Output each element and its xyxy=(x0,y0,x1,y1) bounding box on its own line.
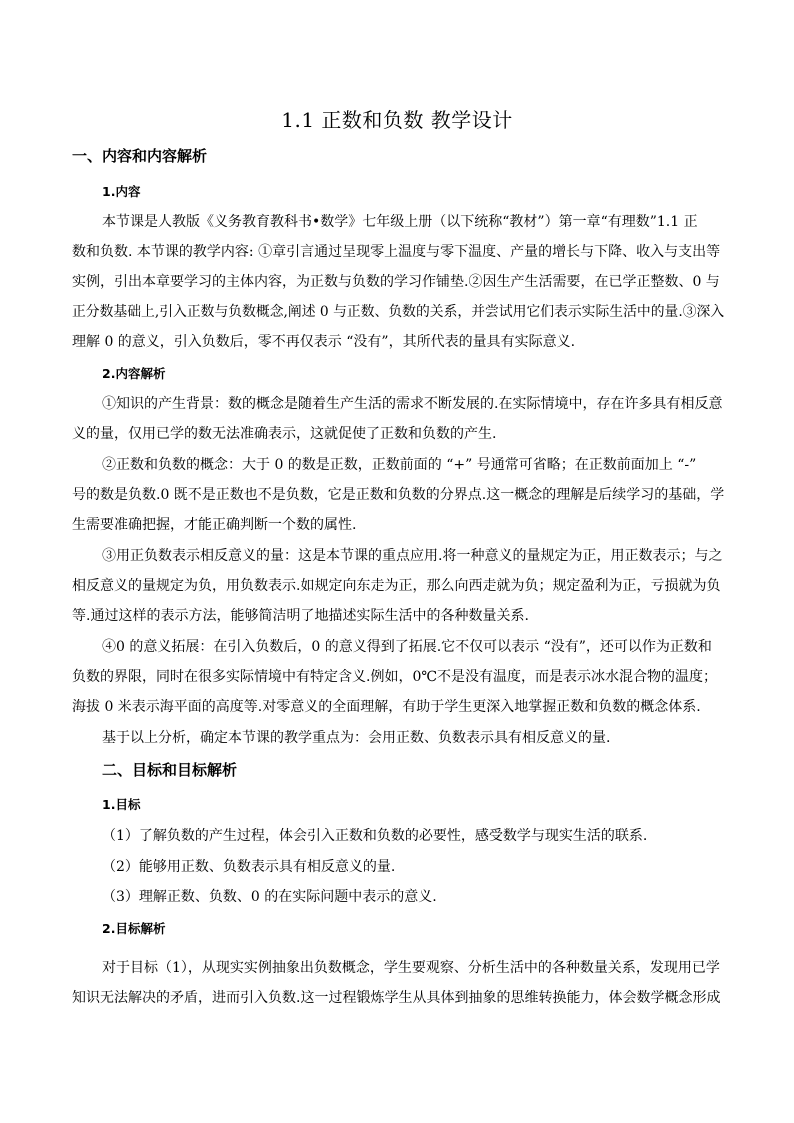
paragraph-line: 义的量，仅用已学的数无法准确表示，这就促使了正数和负数的产生. xyxy=(72,426,497,442)
subheading-content-analysis: 2.内容解析 xyxy=(102,366,166,381)
paragraph-line: 知识无法解决的矛盾，进而引入负数.这一过程锻炼学生从具体到抽象的思维转换能力，体会数学概念形成 xyxy=(72,990,721,1006)
paragraph-line: 海拔 0 米表示海平面的高度等.对零意义的全面理解，有助于学生更深入地掌握正数和负数的概念体系. xyxy=(72,699,701,715)
paragraph-line: 对于目标（1），从现实实例抽象出负数概念，学生要观察、分析生活中的各种数量关系，发现用已学 xyxy=(102,960,720,976)
paragraph-line: ③用正负数表示相反意义的量：这是本节课的重点应用.将一种意义的量规定为正，用正数表示；与之 xyxy=(102,548,723,564)
subheading-goals: 1.目标 xyxy=(102,797,141,812)
paragraph-line: 本节课是人教版《义务教育教科书•数学》七年级上册（以下统称“教材”）第一章“有理数”1.1 正 xyxy=(102,214,698,230)
paragraph-line: 相反意义的量规定为负，用负数表示.如规定向东走为正，那么向西走就为负；规定盈利为正，亏损就为负 xyxy=(72,578,721,594)
paragraph-line: 等.通过这样的表示方法，能够简洁明了地描述实际生活中的各种数量关系. xyxy=(72,608,529,624)
subheading-content: 1.内容 xyxy=(102,184,141,199)
paragraph-line: 号的数是负数.0 既不是正数也不是负数，它是正数和负数的分界点.这一概念的理解是后续学习的基础，学 xyxy=(72,487,725,503)
paragraph-line: 实例，引出本章要学习的主体内容，为正数与负数的学习作铺垫.②因生产生活需要，在已学正整数、0 与 xyxy=(72,274,720,290)
subheading-goal-analysis: 2.目标解析 xyxy=(102,921,166,936)
paragraph-line: 正分数基础上,引入正数与负数概念,阐述 0 与正数、负数的关系，并尝试用它们表示实际生活中的量.③深入 xyxy=(72,304,725,320)
paragraph-line: 生需要准确把握，才能正确判断一个数的属性. xyxy=(72,517,357,533)
section-heading-goals: 二、目标和目标解析 xyxy=(102,761,238,779)
goal-item: （2）能够用正数、负数表示具有相反意义的量. xyxy=(102,859,396,875)
paragraph-line: 基于以上分析，确定本节课的教学重点为：会用正数、负数表示具有相反意义的量. xyxy=(102,730,611,746)
paragraph-line: ④0 的意义拓展：在引入负数后，0 的意义得到了拓展.它不仅可以表示 “没有”，还可以作为正数和 xyxy=(102,639,712,655)
paragraph-line: 理解 0 的意义，引入负数后，零不再仅表示 “没有”，其所代表的量具有实际意义. xyxy=(72,334,576,350)
section-heading-content: 一、内容和内容解析 xyxy=(72,147,208,165)
goal-item: （1）了解负数的产生过程，体会引入正数和负数的必要性，感受数学与现实生活的联系. xyxy=(102,828,648,844)
paragraph-line: ②正数和负数的概念：大于 0 的数是正数，正数前面的 “+” 号通常可省略；在正数前面加上 “-” xyxy=(102,457,697,473)
goal-item: （3）理解正数、负数、0 的在实际问题中表示的意义. xyxy=(102,889,437,905)
paragraph-line: 负数的界限，同时在很多实际情境中有特定含义.例如，0℃不是没有温度，而是表示冰水混合物的温度； xyxy=(72,669,718,685)
paragraph-line: 数和负数. 本节课的教学内容: ①章引言通过呈现零上温度与零下温度、产量的增长与下降、收入与支出等 xyxy=(72,244,721,260)
paragraph-line: ①知识的产生背景：数的概念是随着生产生活的需求不断发展的.在实际情境中，存在许多具有相反意 xyxy=(102,396,723,412)
page-title: 1.1 正数和负数 教学设计 xyxy=(281,108,513,132)
